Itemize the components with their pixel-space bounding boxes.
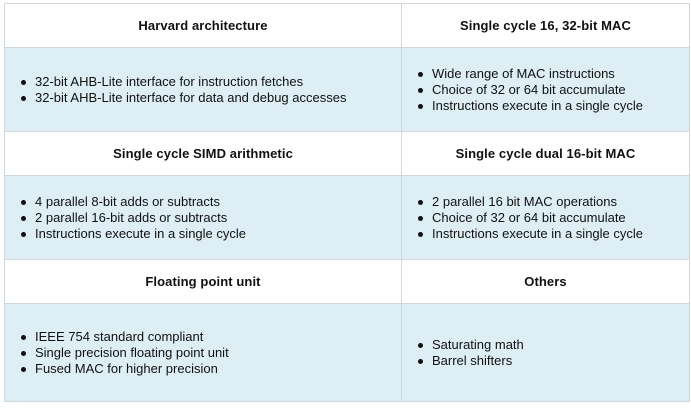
feature-header-others (402, 260, 689, 304)
feature-list-item: 32-bit AHB-Lite interface for instruction fetches (35, 74, 346, 90)
feature-list-item: 2 parallel 16 bit MAC operations (432, 194, 643, 210)
feature-header-harvard (5, 4, 402, 48)
feature-title: Single cycle 16, 32-bit MAC (459, 18, 632, 33)
feature-list (5, 74, 346, 106)
feature-list-item: Choice of 32 or 64 bit accumulate (432, 210, 643, 226)
feature-body-others (402, 304, 689, 401)
feature-header-simd (5, 132, 402, 176)
feature-list-item: Barrel shifters (432, 353, 524, 369)
feature-header-fpu (5, 260, 402, 304)
feature-body-fpu (5, 304, 402, 401)
feature-list-item: IEEE 754 standard compliant (35, 329, 229, 345)
feature-body-dual-mac (402, 176, 689, 260)
feature-body-harvard (5, 48, 402, 132)
feature-list-item: 2 parallel 16-bit adds or subtracts (35, 210, 246, 226)
feature-title: Harvard architecture (138, 18, 268, 33)
feature-list-item: Fused MAC for higher precision (35, 361, 229, 377)
feature-list-item: 4 parallel 8-bit adds or subtracts (35, 194, 246, 210)
feature-list-item: Instructions execute in a single cycle (35, 225, 246, 241)
feature-list-item: Choice of 32 or 64 bit accumulate (432, 82, 643, 98)
feature-title: Others (524, 274, 567, 289)
feature-title: Floating point unit (145, 274, 261, 289)
feature-list-item: Wide range of MAC instructions (432, 66, 643, 82)
feature-list-item: 32-bit AHB-Lite interface for data and debug accesses (35, 89, 347, 105)
feature-body-simd (5, 176, 402, 260)
feature-list-item: Instructions execute in a single cycle (432, 97, 643, 113)
feature-title: Single cycle SIMD arithmetic (113, 146, 293, 161)
feature-list (402, 66, 643, 114)
feature-table (4, 3, 690, 402)
feature-header-mac (402, 4, 689, 48)
feature-list (5, 194, 246, 242)
feature-list (402, 194, 643, 242)
feature-list-item: Single precision floating point unit (35, 344, 229, 360)
feature-list-item: Saturating math (432, 336, 524, 352)
feature-list (5, 329, 229, 377)
feature-list-item: Instructions execute in a single cycle (432, 225, 643, 241)
feature-body-mac (402, 48, 689, 132)
feature-list (402, 337, 524, 369)
feature-header-dual-mac (402, 132, 689, 176)
feature-title: Single cycle dual 16-bit MAC (455, 146, 636, 161)
